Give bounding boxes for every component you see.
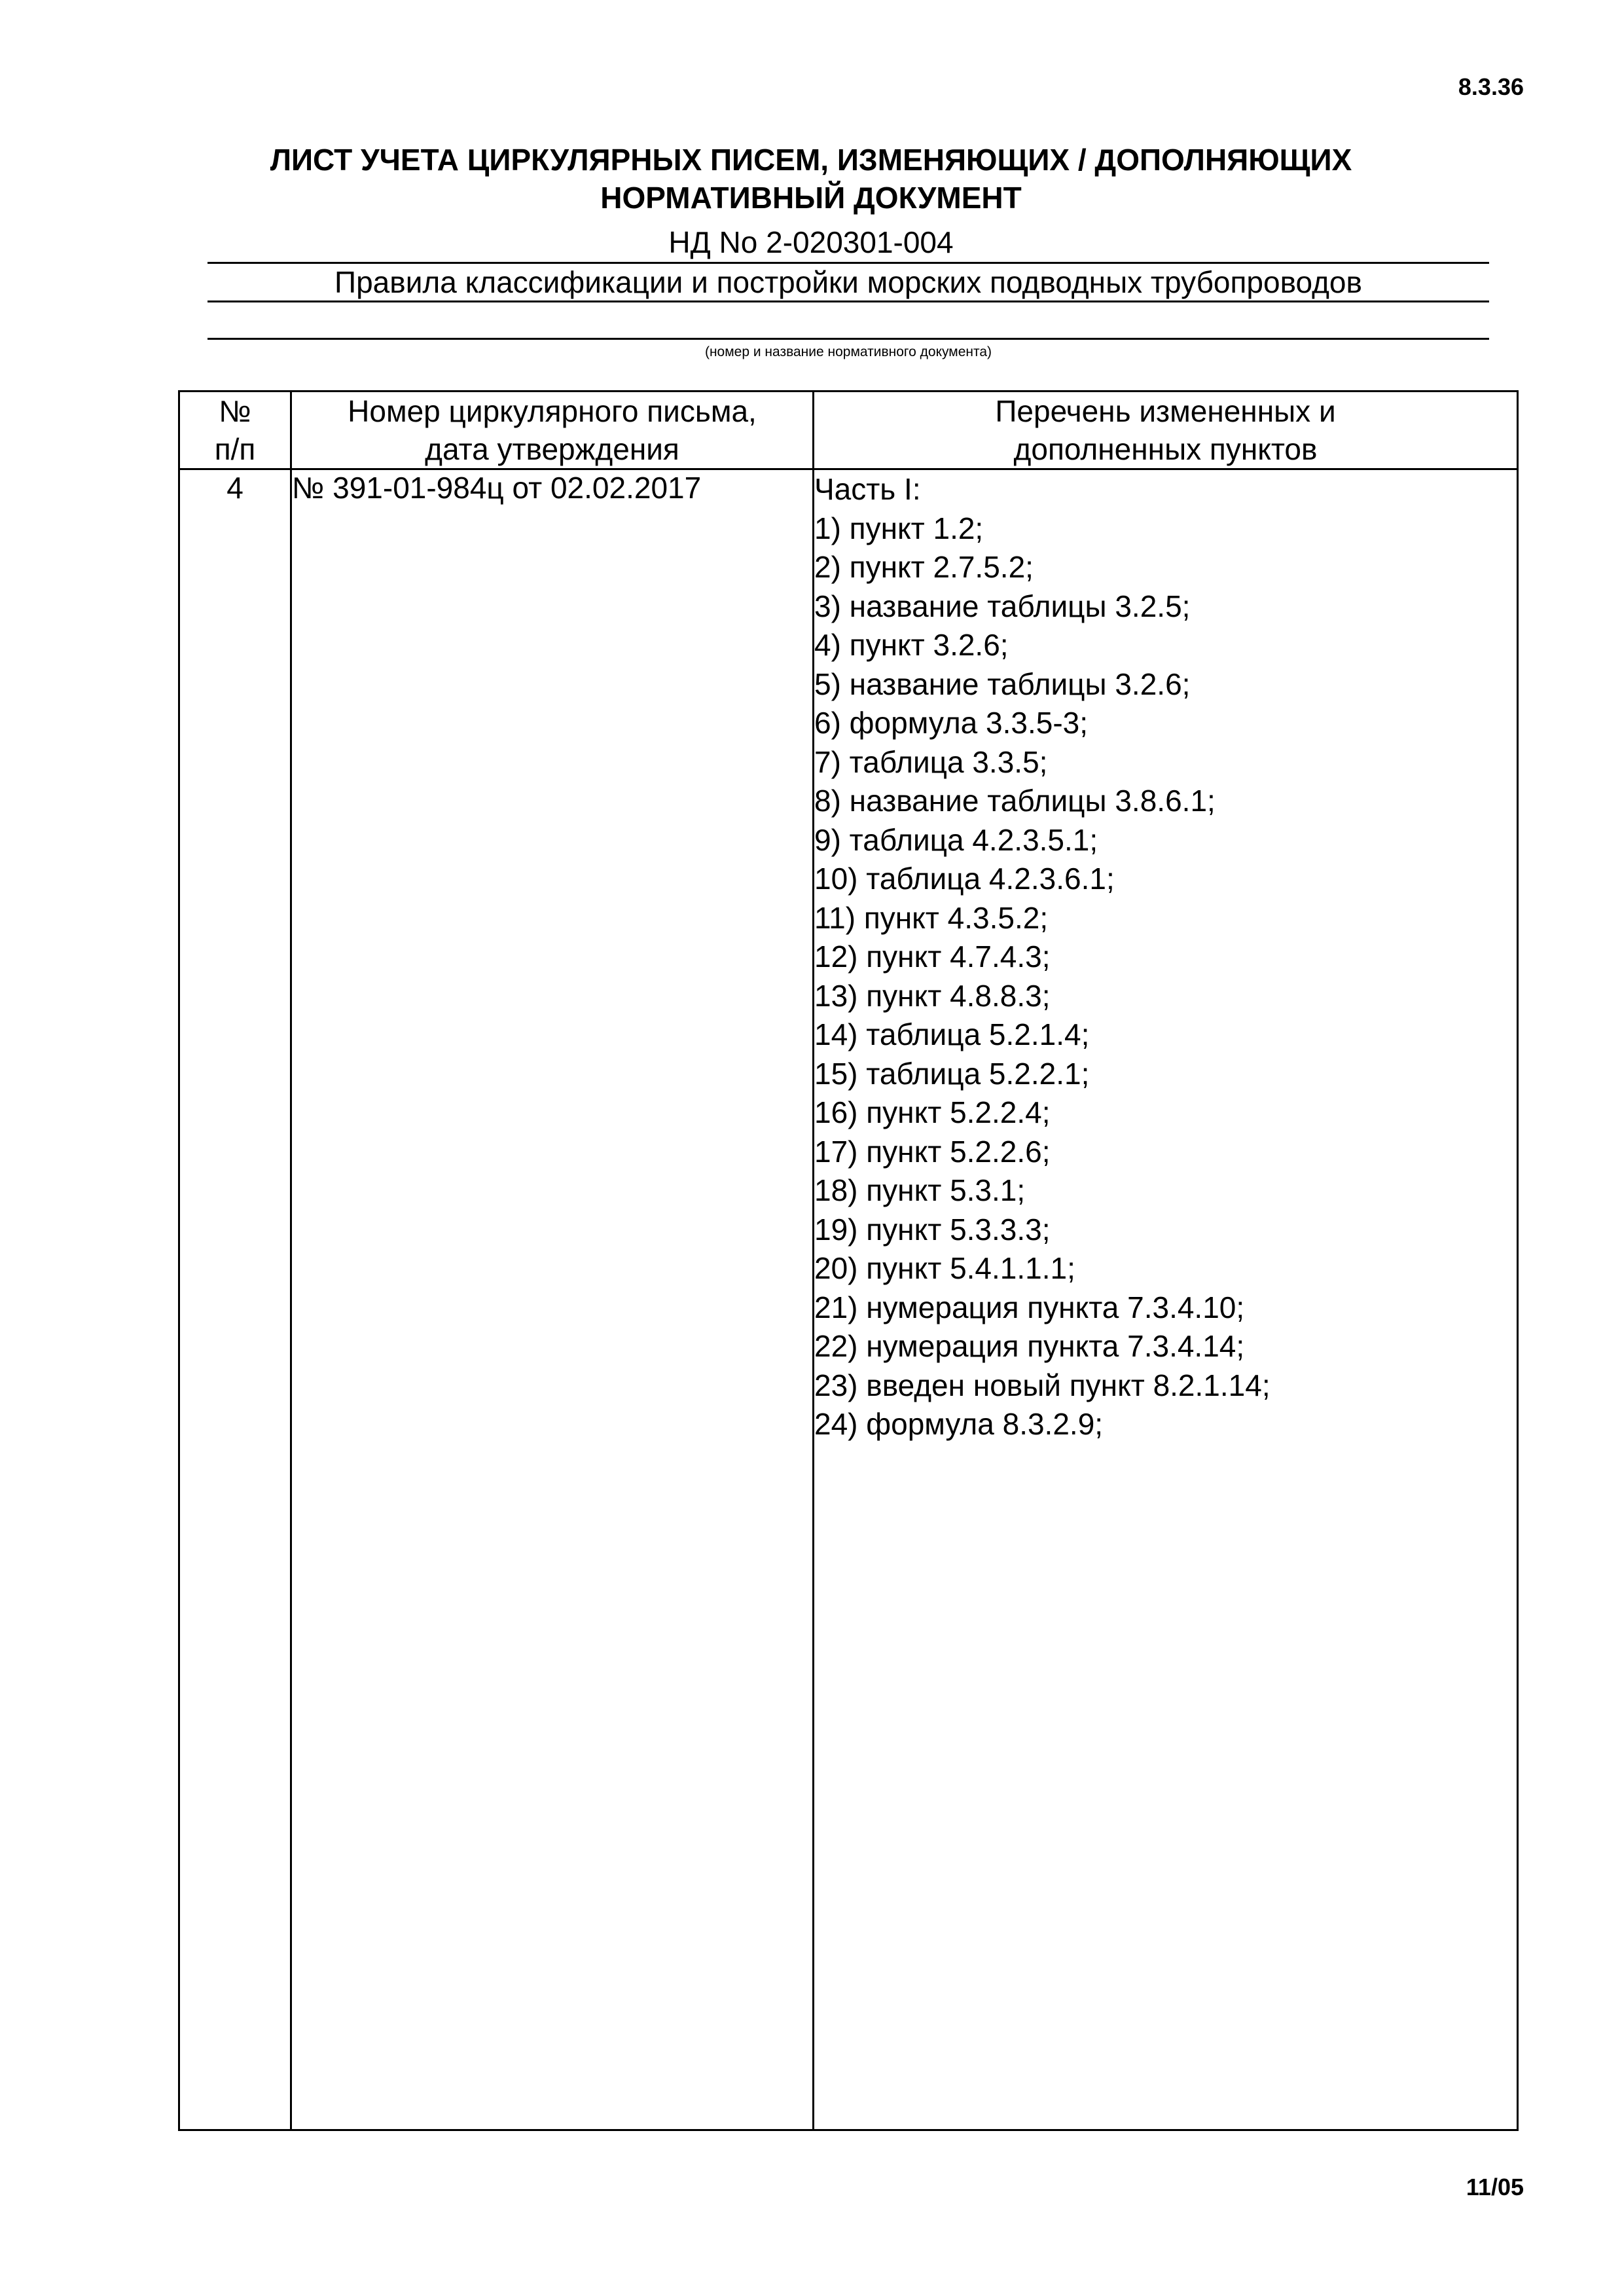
nd-number: НД No 2-020301-004: [668, 225, 954, 259]
header-items-line-1: Перечень измененных и: [995, 394, 1336, 428]
list-item: 15) таблица 5.2.2.1;: [814, 1056, 1090, 1091]
title-line-2: НОРМАТИВНЫЙ ДОКУМЕНТ: [600, 181, 1022, 215]
list-item: 7) таблица 3.3.5;: [814, 744, 1048, 779]
part-label: Часть I:: [814, 472, 921, 506]
table-row: [179, 469, 1518, 2130]
header-letter-line-2: дата утверждения: [425, 432, 679, 466]
header-items: [814, 392, 1518, 469]
list-item: 23) введен новый пункт 8.2.1.14;: [814, 1368, 1271, 1402]
title-line-1: ЛИСТ УЧЕТА ЦИРКУЛЯРНЫХ ПИСЕМ, ИЗМЕНЯЮЩИХ / ДОПОЛНЯЮЩИХ: [270, 143, 1352, 177]
divider-line: [207, 262, 1489, 264]
page-title: [0, 141, 1622, 217]
document-name: Правила классификации и постройки морских подводных трубопроводов: [334, 265, 1362, 299]
list-item: 3) название таблицы 3.2.5;: [814, 589, 1191, 623]
list-item: 16) пункт 5.2.2.4;: [814, 1095, 1051, 1129]
section-code: 8.3.36: [1458, 73, 1524, 100]
header-number-line-2: п/п: [214, 432, 256, 466]
list-item: 12) пункт 4.7.4.3;: [814, 939, 1051, 974]
divider-line: [207, 338, 1489, 340]
page-number: 11/05: [1466, 2174, 1524, 2200]
list-item: 1) пункт 1.2;: [814, 511, 984, 545]
list-item: 17) пункт 5.2.2.6;: [814, 1134, 1051, 1169]
row-letter: № 391-01-984ц от 02.02.2017: [291, 469, 814, 2130]
header-letter-line-1: Номер циркулярного письма,: [348, 394, 757, 428]
list-item: 6) формула 3.3.5-3;: [814, 706, 1089, 740]
list-item: 11) пункт 4.3.5.2;: [814, 900, 1049, 935]
list-item: 10) таблица 4.2.3.6.1;: [814, 862, 1115, 896]
circulars-table: [178, 390, 1519, 2131]
list-item: 13) пункт 4.8.8.3;: [814, 978, 1051, 1013]
row-number: 4: [179, 469, 291, 2130]
list-item: 24) формула 8.3.2.9;: [814, 1407, 1104, 1441]
row-items-cell: [814, 469, 1518, 2130]
header-number-line-1: №: [219, 394, 251, 428]
header-number: [179, 392, 291, 469]
list-item: 22) нумерация пункта 7.3.4.14;: [814, 1329, 1245, 1363]
list-item: 18) пункт 5.3.1;: [814, 1173, 1026, 1207]
table-header-row: [179, 392, 1518, 469]
header-letter: [291, 392, 814, 469]
header-items-line-2: дополненных пунктов: [1013, 432, 1318, 466]
list-item: 4) пункт 3.2.6;: [814, 628, 1009, 662]
list-item: 2) пункт 2.7.5.2;: [814, 550, 1034, 584]
list-item: 21) нумерация пункта 7.3.4.10;: [814, 1290, 1245, 1324]
divider-line: [207, 301, 1489, 302]
list-item: 9) таблица 4.2.3.5.1;: [814, 822, 1098, 857]
list-item: 8) название таблицы 3.8.6.1;: [814, 784, 1216, 818]
list-item: 19) пункт 5.3.3.3;: [814, 1212, 1051, 1247]
list-item: 20) пункт 5.4.1.1.1;: [814, 1251, 1075, 1285]
document-caption: (номер и название нормативного документа): [704, 344, 992, 359]
list-item: 5) название таблицы 3.2.6;: [814, 666, 1191, 701]
items-list: [814, 509, 1517, 1444]
list-item: 14) таблица 5.2.1.4;: [814, 1017, 1090, 1051]
